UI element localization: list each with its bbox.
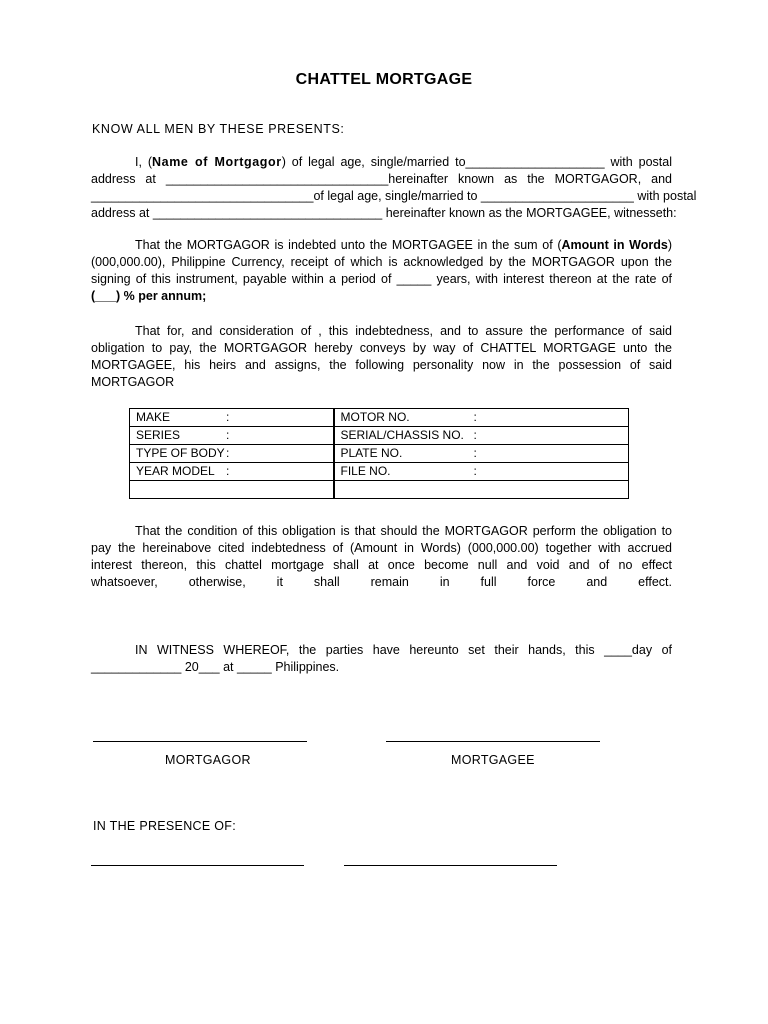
witness-line-1 [91,642,672,659]
mortgagor-name-placeholder: Name of Mortgagor [152,155,282,169]
mortgagor-label: MORTGAGOR [165,753,251,767]
condition-line-1 [91,523,672,540]
table-row [130,427,629,445]
parties-line-4: address at _________________________________ hereinafter known as the MORTGAGEE, witnesseth: [91,206,677,220]
table-cell [130,445,334,463]
table-cell [130,427,334,445]
document-heading: KNOW ALL MEN BY THESE PRESENTS: [92,122,345,136]
witness-2-signature-line [344,865,557,866]
table-row [130,481,629,499]
vehicle-details-table [129,408,629,499]
conveyance-line-2: obligation to pay, the MORTGAGOR hereby conveys by way of CHATTEL MORTGAGE unto the [91,341,672,355]
debt-line-4: (___) % per annum; [91,289,207,303]
table-cell [130,463,334,481]
table-row [130,445,629,463]
debt-line-2: (000,000.00), Philippine Currency, receipt of which is acknowledged by the MORTGAGOR upon the [91,255,672,269]
condition-line-2: pay the hereinabove cited indebtedness of (Amount in Words) (000,000.00) together with accrued [91,541,672,555]
conveyance-line-3: MORTGAGEE, his heirs and assigns, the following personality now in the possession of said [91,358,672,372]
condition-paragraph [91,523,672,591]
parties-line-1 [91,154,672,171]
type-of-body-separator: : [226,446,230,460]
table-cell-empty [334,481,629,499]
witness-paragraph [91,642,672,676]
make-separator: : [226,410,230,424]
mortgagee-signature-line [386,741,600,742]
table-cell [130,409,334,427]
document-title: CHATTEL MORTGAGE [295,71,473,88]
conveyance-line-4: MORTGAGOR [91,375,175,389]
conveyance-line-1 [91,323,672,340]
serial-chassis-label: SERIAL/CHASSIS NO. [340,428,464,442]
file-no-separator: : [473,464,477,478]
table-cell [334,463,629,481]
plate-no-label: PLATE NO. [340,446,403,460]
conveyance-line-1-text: That for, and consideration of , this indebtedness, and to assure the performance of said [135,324,672,338]
table-cell-empty [130,481,334,499]
mortgagor-signature-line [93,741,307,742]
parties-line-2: address at ________________________________hereinafter known as the MORTGAGOR, and [91,172,672,186]
debt-paragraph [91,237,672,305]
amount-in-words-placeholder: Amount in Words [561,238,668,252]
condition-line-4: whatsoever, otherwise, it shall remain in full force and effect. [91,575,672,589]
table-row [130,463,629,481]
debt-line-3: signing of this instrument, payable within a period of _____ years, with interest thereon at the rate of [91,272,672,286]
year-model-label: YEAR MODEL [136,464,215,478]
motor-no-separator: : [473,410,477,424]
plate-no-separator: : [473,446,477,460]
witness-line-2: _____________ 20___ at _____ Philippines. [91,660,340,674]
mortgagee-label: MORTGAGEE [451,753,535,767]
parties-paragraph [91,154,697,222]
serial-chassis-separator: : [473,428,477,442]
condition-line-3: interest thereon, this chattel mortgage shall at once become null and void and of no effect [91,558,672,572]
series-separator: : [226,428,230,442]
table-cell [334,409,629,427]
condition-line-1-text: That the condition of this obligation is that should the MORTGAGOR perform the obligation to [135,524,672,538]
witness-line-1-text: IN WITNESS WHEREOF, the parties have hereunto set their hands, this ____day of [135,643,672,657]
parties-line-1-end: ) of legal age, single/married to____________________ with postal [281,155,672,169]
make-label: MAKE [136,410,171,424]
debt-line-1-start: That the MORTGAGOR is indebted unto the MORTGAGEE in the sum of ( [135,238,562,252]
parties-line-3: ________________________________of legal age, single/married to ______________________ with postal [91,189,697,203]
series-label: SERIES [136,428,181,442]
table-row [130,409,629,427]
type-of-body-label: TYPE OF BODY [136,446,225,460]
table-cell [334,445,629,463]
table-cell [334,427,629,445]
year-model-separator: : [226,464,230,478]
debt-line-1-end: ) [667,238,672,252]
witness-1-signature-line [91,865,304,866]
presence-label: IN THE PRESENCE OF: [93,819,236,833]
motor-no-label: MOTOR NO. [340,410,410,424]
debt-line-1 [91,237,672,254]
parties-line-1-start: I, ( [135,155,153,169]
conveyance-paragraph [91,323,672,391]
file-no-label: FILE NO. [340,464,391,478]
